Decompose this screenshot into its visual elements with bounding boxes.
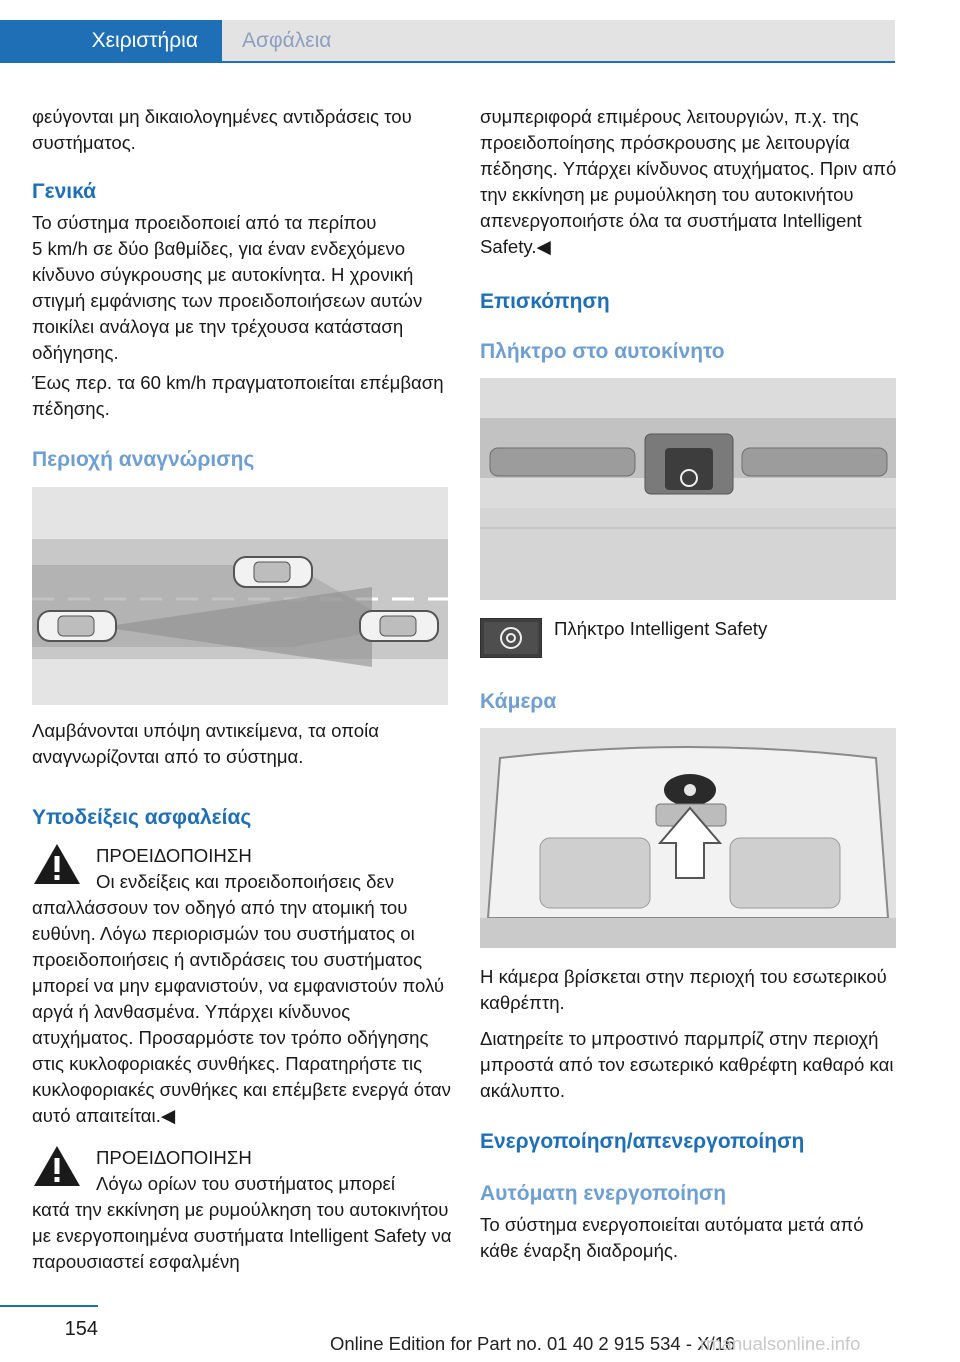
car-front: [234, 557, 312, 587]
warning-triangle-icon: [32, 842, 82, 886]
speed-text: [32, 370, 452, 422]
warning-title: ΠΡΟΕΙΔΟΠΟΙΗΣΗ: [96, 845, 252, 866]
edition-text: Online Edition for Part no. 01 40 2 915 534 - X/16: [330, 1333, 736, 1354]
paragraph: Το σύστημα προειδοποιεί από τα περίπου: [32, 212, 377, 233]
general-text: [32, 210, 452, 366]
tab-controls-label: Χειριστήρια: [91, 29, 198, 52]
paragraph: Η κάμερα βρίσκεται στην περιοχή του εσωτερικού καθρέπτη.: [480, 966, 887, 1013]
paragraph: Έως περ. τα 60 km/h πραγματοποιείται επέμβαση πέδησης.: [32, 372, 444, 419]
heading-overview: Επισκόπηση: [480, 290, 610, 313]
warning-2-body: [32, 1197, 452, 1275]
paragraph: συμπεριφορά επιμέρους λειτουργιών, π.χ. της προειδοποίησης πρόσκρουσης με λειτουργία πέδησης. Υπάρχει κίνδυνος ατυχήματος. Πριν από την εκκίνηση με ρυμούλκηση του αυτοκινήτου απενεργοποιήστε όλα τα συστήματα Intelligent Safety.◀: [480, 106, 897, 257]
paragraph: Διατηρείτε το μπροστινό παρμπρίζ στην περιοχή μπροστά από τον εσωτερικό καθρέφτη καθαρό και ακάλυπτο.: [480, 1028, 894, 1101]
detection-area-illustration: [32, 487, 448, 705]
warning-triangle-icon: [32, 1144, 82, 1188]
car-own: [38, 611, 116, 641]
heading-detection-area: Περιοχή αναγνώρισης: [32, 448, 255, 471]
warning-1-header: [96, 843, 452, 895]
footer-divider: [0, 1305, 98, 1307]
paragraph: κατά την εκκίνηση με ρυμούλκηση του αυτοκινήτου με ενεργοποιημένα συστήματα Intelligent Safety να παρουσιαστεί εσφαλμένη: [32, 1199, 452, 1272]
intelligent-safety-button-icon: [480, 618, 542, 658]
paragraph: 5 km/h σε δύο βαθμίδες, για έναν ενδεχόμενο κίνδυνο σύγκρουσης με αυτοκίνητα. Η χρονική στιγμή εμφάνισης των προειδοποιήσεων αυτών ποικίλει ανάλογα με την τρέχουσα κατάσταση οδήγησης.: [32, 238, 423, 363]
camera-text: [480, 964, 900, 1104]
heading-general: Γενικά: [32, 180, 97, 203]
paragraph: Λαμβάνονται υπόψη αντικείμενα, τα οποία αναγνωρίζονται από το σύστημα.: [32, 720, 379, 767]
paragraph: Οι ενδείξεις και προειδοποιήσεις δεν: [96, 871, 395, 892]
left-column: [32, 104, 452, 156]
right-continuation: [480, 104, 900, 260]
car-right: [360, 611, 438, 641]
tab-safety[interactable]: [222, 20, 895, 62]
heading-automatic-activation: Αυτόματη ενεργοποίηση: [480, 1182, 727, 1205]
warning-1-body: [32, 895, 452, 1129]
paragraph: απαλλάσσουν τον οδηγό από την ατομική του ευθύνη. Λόγω περιορισμών του συστήματος οι προειδοποιήσεις ή αντιδράσεις του συστήματος μπορεί να μην εμφανιστούν, να εμφανιστούν πολύ αργά ή λανθασμένα. Υπάρχει κίνδυνος ατυχήματος. Προσαρμόστε τον τρόπο οδήγησης στις κυκλοφοριακές συνθήκες. Παρατηρήστε τις κυκλοφοριακές συνθήκες και επέμβετε ενεργά όταν αυτό απαιτείται.◀: [32, 897, 451, 1126]
paragraph: Λόγω ορίων του συστήματος μπορεί: [96, 1173, 395, 1194]
tab-safety-label: Ασφάλεια: [242, 29, 332, 52]
warning-2-header: [96, 1145, 452, 1197]
dashboard-button-illustration: [480, 378, 896, 600]
button-caption: Πλήκτρο Intelligent Safety: [554, 618, 768, 639]
heading-camera: Κάμερα: [480, 690, 557, 713]
paragraph: Το σύστημα ενεργοποιείται αυτόματα μετά από κάθε έναρξη διαδρομής.: [480, 1214, 864, 1261]
detection-caption: [32, 718, 452, 770]
heading-activation: Ενεργοποίηση/απενεργοποίηση: [480, 1130, 805, 1153]
heading-safety-notes: Υποδείξεις ασφαλείας: [32, 806, 252, 829]
heading-button-in-car: Πλήκτρο στο αυτοκίνητο: [480, 340, 725, 363]
watermark: rmanualsonline.info: [700, 1333, 861, 1354]
tab-controls[interactable]: [0, 20, 222, 62]
warning-title: ΠΡΟΕΙΔΟΠΟΙΗΣΗ: [96, 1147, 252, 1168]
page-number: 154: [64, 1318, 98, 1340]
automatic-activation-text: [480, 1212, 900, 1264]
header-divider: [0, 61, 895, 63]
paragraph: φεύγονται μη δικαιολογημένες αντιδράσεις του συστήματος.: [32, 106, 412, 153]
camera-illustration: [480, 728, 896, 948]
